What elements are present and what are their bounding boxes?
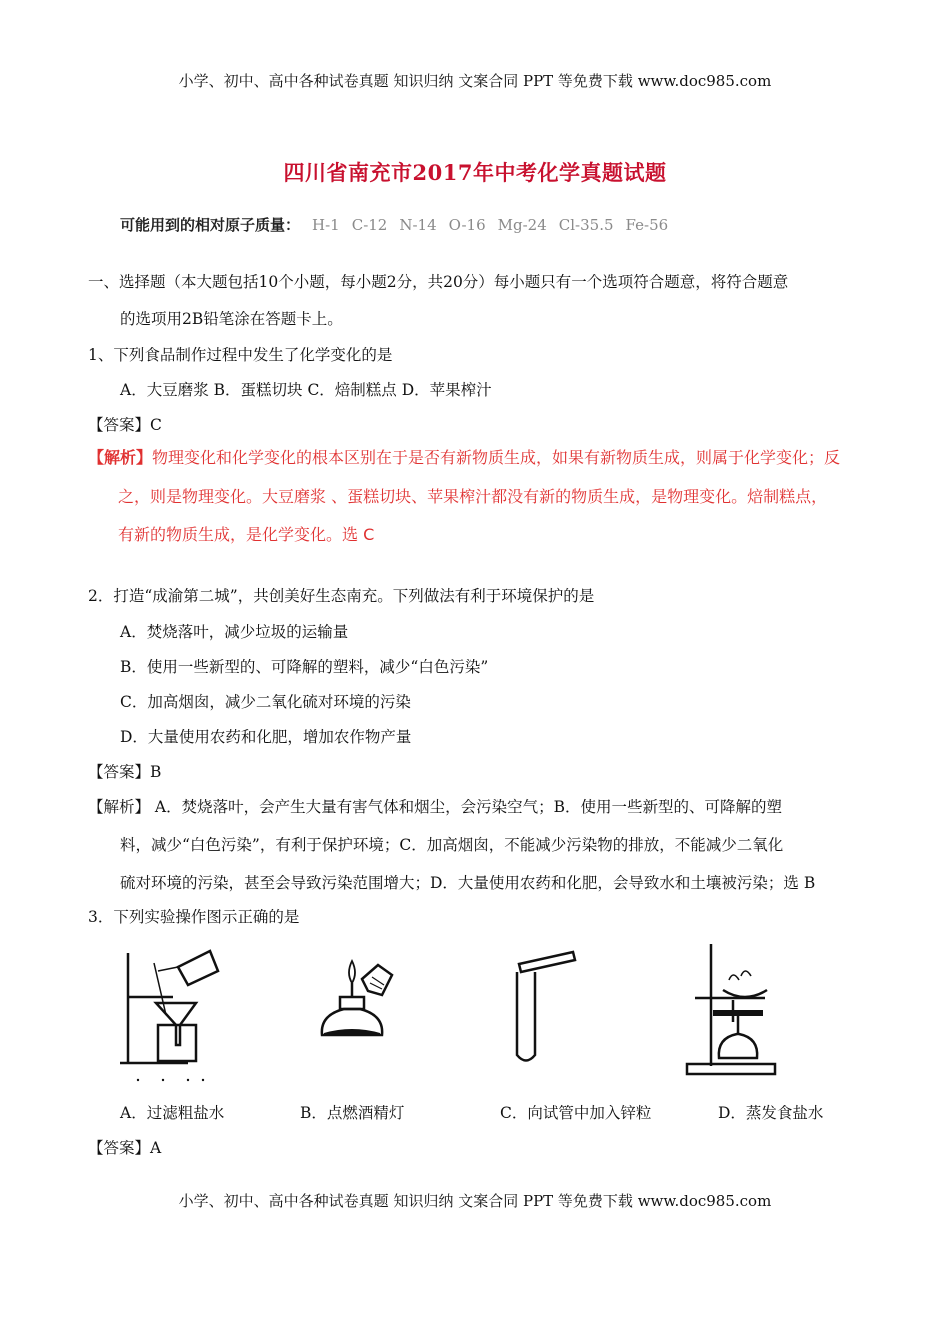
- q1-stem: 1、下列食品制作过程中发生了化学变化的是: [88, 346, 393, 364]
- figure-alcohol-lamp: [312, 955, 402, 1055]
- atomic-masses: [120, 214, 668, 235]
- q1-analysis-cont: 之，则是物理变化。大豆磨浆 、蛋糕切块、苹果榨汁都没有新的物质生成，是物理变化。焙制糕点，: [118, 487, 828, 506]
- q2-option-b: B．使用一些新型的、可降解的塑料，减少“白色污染”: [120, 658, 489, 676]
- mass-item: N-14: [399, 216, 437, 234]
- figure-test-tube: [505, 950, 585, 1070]
- q2-answer: 【答案】B: [88, 763, 162, 781]
- q2-option-c: C．加高烟囱，减少二氧化硫对环境的污染: [120, 693, 411, 711]
- q1-options: A．大豆磨浆 B．蛋糕切块 C．焙制糕点 D．苹果榨汁: [120, 381, 492, 399]
- q3-caption-b: B．点燃酒精灯: [300, 1104, 405, 1122]
- q2-analysis-cont: 硫对环境的污染，甚至会导致污染范围增大；D．大量使用农药和化肥，会导致水和土壤被污染；选 B: [120, 874, 816, 892]
- page-header: 小学、初中、高中各种试卷真题 知识归纳 文案合同 PPT 等免费下载 www.doc985.com: [178, 72, 772, 90]
- q3-answer: 【答案】A: [88, 1139, 162, 1157]
- figure-evaporation: [675, 940, 785, 1085]
- mass-item: Mg-24: [497, 216, 547, 234]
- q3-caption-d: D．蒸发食盐水: [718, 1104, 824, 1122]
- q2-option-d: D．大量使用农药和化肥，增加农作物产量: [120, 728, 412, 746]
- q3-caption-a: A．过滤粗盐水: [120, 1104, 225, 1122]
- mass-item: H-1: [312, 216, 340, 234]
- mass-item: C-12: [351, 216, 388, 234]
- q1-analysis-text: 物理变化和化学变化的根本区别在于是否有新物质生成，如果有新物质生成，则属于化学变化；反: [152, 448, 841, 467]
- mass-item: Cl-35.5: [558, 216, 614, 234]
- mass-item: Fe-56: [625, 216, 669, 234]
- q2-analysis-cont: 料，减少“白色污染”，有利于保护环境；C．加高烟囱，不能减少污染物的排放，不能减少二氧化: [120, 836, 784, 854]
- q3-caption-c: C．向试管中加入锌粒: [500, 1104, 652, 1122]
- atomic-masses-label: 可能用到的相对原子质量：: [120, 216, 301, 234]
- section-instructions: 一、选择题（本大题包括10个小题，每小题2分，共20分）每小题只有一个选项符合题意，将符合题意: [88, 273, 789, 291]
- section-instructions-cont: 的选项用2B铅笔涂在答题卡上。: [120, 310, 343, 328]
- q1-analysis-cont: 有新的物质生成，是化学变化。选 C: [118, 525, 375, 544]
- q2-option-a: A．焚烧落叶，减少垃圾的运输量: [120, 623, 349, 641]
- q2-analysis: 【解析】 A．焚烧落叶，会产生大量有害气体和烟尘，会污染空气；B．使用一些新型的、可降解的塑: [88, 798, 783, 816]
- figure-filtration: [118, 945, 228, 1085]
- page-footer: 小学、初中、高中各种试卷真题 知识归纳 文案合同 PPT 等免费下载 www.doc985.com: [178, 1192, 772, 1210]
- q1-analysis: [88, 445, 840, 468]
- q1-analysis-label: 【解析】: [88, 448, 153, 467]
- mass-item: O-16: [448, 216, 486, 234]
- q2-stem: 2．打造“成渝第二城”，共创美好生态南充。下列做法有利于环境保护的是: [88, 587, 595, 605]
- page-title: 四川省南充市2017年中考化学真题试题: [283, 160, 667, 185]
- q1-answer: 【答案】C: [88, 416, 162, 434]
- q3-stem: 3．下列实验操作图示正确的是: [88, 908, 300, 926]
